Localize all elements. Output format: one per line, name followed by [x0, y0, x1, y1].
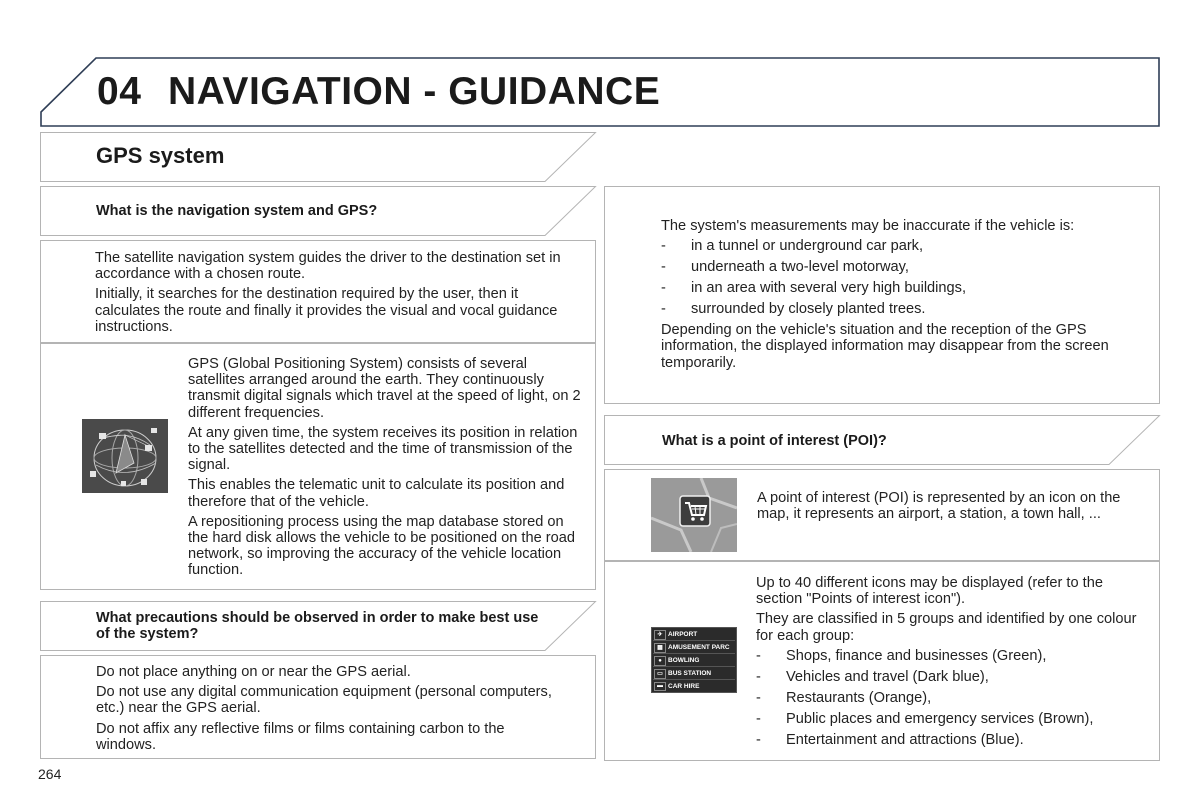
- list-item-text: surrounded by closely planted trees.: [691, 301, 926, 318]
- inaccuracy-text: [661, 218, 1141, 375]
- list-item-text: in a tunnel or underground car park,: [691, 238, 924, 255]
- gps-paragraph: GPS (Global Positioning System) consists of several satellites arranged around the earth. They continuously transmit digital signals which travel at the speed of light, on 2 different frequencies.: [188, 356, 581, 421]
- poi-menu-label: AMUSEMENT PARC: [668, 644, 730, 651]
- list-item-text: in an area with several very high buildings,: [691, 280, 967, 297]
- list-item-text: underneath a two-level motorway,: [691, 259, 909, 276]
- page-number: 264: [38, 766, 62, 782]
- poi-menu-row: [653, 629, 735, 641]
- car-icon: ▬: [654, 682, 666, 691]
- poi-category-menu: [651, 627, 737, 693]
- inaccuracy-outro: Depending on the vehicle's situation and the reception of the GPS information, the displayed information may disappear from the screen temporarily.: [661, 322, 1109, 371]
- list-item: [756, 669, 1151, 685]
- precautions-text: [96, 664, 566, 757]
- inaccuracy-intro: The system's measurements may be inaccurate if the vehicle is:: [661, 218, 1075, 234]
- intro-paragraph: Initially, it searches for the destination required by the user, then it calculates the route and finally it provides the visual and vocal guidance instructions.: [95, 286, 558, 335]
- precaution-paragraph: Do not use any digital communication equipment (personal computers, etc.) near the GPS aerial.: [96, 684, 552, 717]
- airplane-icon: ✈: [654, 630, 666, 640]
- chapter-number: 04: [97, 70, 142, 113]
- icons-paragraph: They are classified in 5 groups and identified by one colour for each group:: [756, 611, 1137, 644]
- inaccuracy-list: [661, 238, 1141, 317]
- gps-paragraph: This enables the telematic unit to calculate its position and therefore that of the vehicle.: [188, 477, 565, 510]
- list-dash: -: [756, 710, 761, 727]
- poi-text: [757, 490, 1147, 526]
- precaution-paragraph: Do not place anything on or near the GPS aerial.: [96, 664, 411, 680]
- satellite-globe-icon: [82, 419, 168, 493]
- gps-paragraph: A repositioning process using the map database stored on the hard disk allows the vehicle to be positioned on the road network, so improving the accuracy of the vehicle location function.: [188, 513, 575, 579]
- question-title-poi: What is a point of interest (POI)?: [662, 433, 887, 449]
- poi-menu-row: [653, 655, 735, 667]
- poi-paragraph: A point of interest (POI) is represented by an icon on the map, it represents an airport, a station, a town hall, ...: [757, 490, 1121, 523]
- poi-menu-label: BUS STATION: [668, 670, 712, 677]
- list-item: [756, 648, 1151, 664]
- poi-menu-row: [653, 642, 735, 654]
- list-dash: -: [661, 301, 666, 318]
- gps-paragraph: At any given time, the system receives its position in relation to the satellites detected and the time of transmission of the signal.: [188, 424, 578, 474]
- poi-menu-label: AIRPORT: [668, 631, 698, 638]
- shopping-cart-poi-icon: [651, 478, 737, 552]
- icons-paragraph: Up to 40 different icons may be displayed (refer to the section "Points of interest icon").: [756, 575, 1103, 608]
- intro-paragraph: The satellite navigation system guides the driver to the destination set in accordance with a chosen route.: [95, 250, 561, 283]
- list-item-text: Entertainment and attractions (Blue).: [786, 731, 1024, 748]
- amusement-icon: ▦: [654, 643, 666, 653]
- list-dash: -: [756, 647, 761, 664]
- gps-text: [188, 356, 586, 583]
- poi-menu-label: CAR HIRE: [668, 683, 700, 690]
- list-dash: -: [661, 280, 666, 297]
- list-dash: -: [756, 689, 761, 706]
- list-dash: -: [661, 238, 666, 255]
- list-item-text: Vehicles and travel (Dark blue),: [786, 668, 989, 685]
- list-item: [661, 259, 1141, 275]
- section-title: GPS system: [96, 143, 225, 168]
- list-dash: -: [661, 259, 666, 276]
- intro-text: [95, 250, 580, 339]
- poi-menu-row: [653, 681, 735, 692]
- list-item: [756, 711, 1151, 727]
- list-dash: -: [756, 731, 761, 748]
- list-item: [661, 301, 1141, 317]
- list-item-text: Restaurants (Orange),: [786, 689, 932, 706]
- question-title-navigation: What is the navigation system and GPS?: [96, 203, 378, 219]
- list-item-text: Shops, finance and businesses (Green),: [786, 647, 1047, 664]
- poi-groups-text: [756, 575, 1151, 753]
- question-title-precautions: What precautions should be observed in order to make best use of the system?: [96, 610, 539, 642]
- list-item: [661, 238, 1141, 254]
- list-dash: -: [756, 668, 761, 685]
- poi-menu-row: [653, 668, 735, 680]
- list-item: [756, 690, 1151, 706]
- list-item: [661, 280, 1141, 296]
- list-item: [756, 732, 1151, 748]
- precaution-paragraph: Do not affix any reflective films or films containing carbon to the windows.: [96, 720, 505, 753]
- poi-menu-label: BOWLING: [668, 657, 700, 664]
- list-item-text: Public places and emergency services (Brown),: [786, 710, 1094, 727]
- chapter-title: NAVIGATION - GUIDANCE: [168, 70, 661, 113]
- groups-list: [756, 648, 1151, 748]
- bowling-icon: ●: [654, 656, 666, 666]
- bus-icon: ▭: [654, 669, 666, 679]
